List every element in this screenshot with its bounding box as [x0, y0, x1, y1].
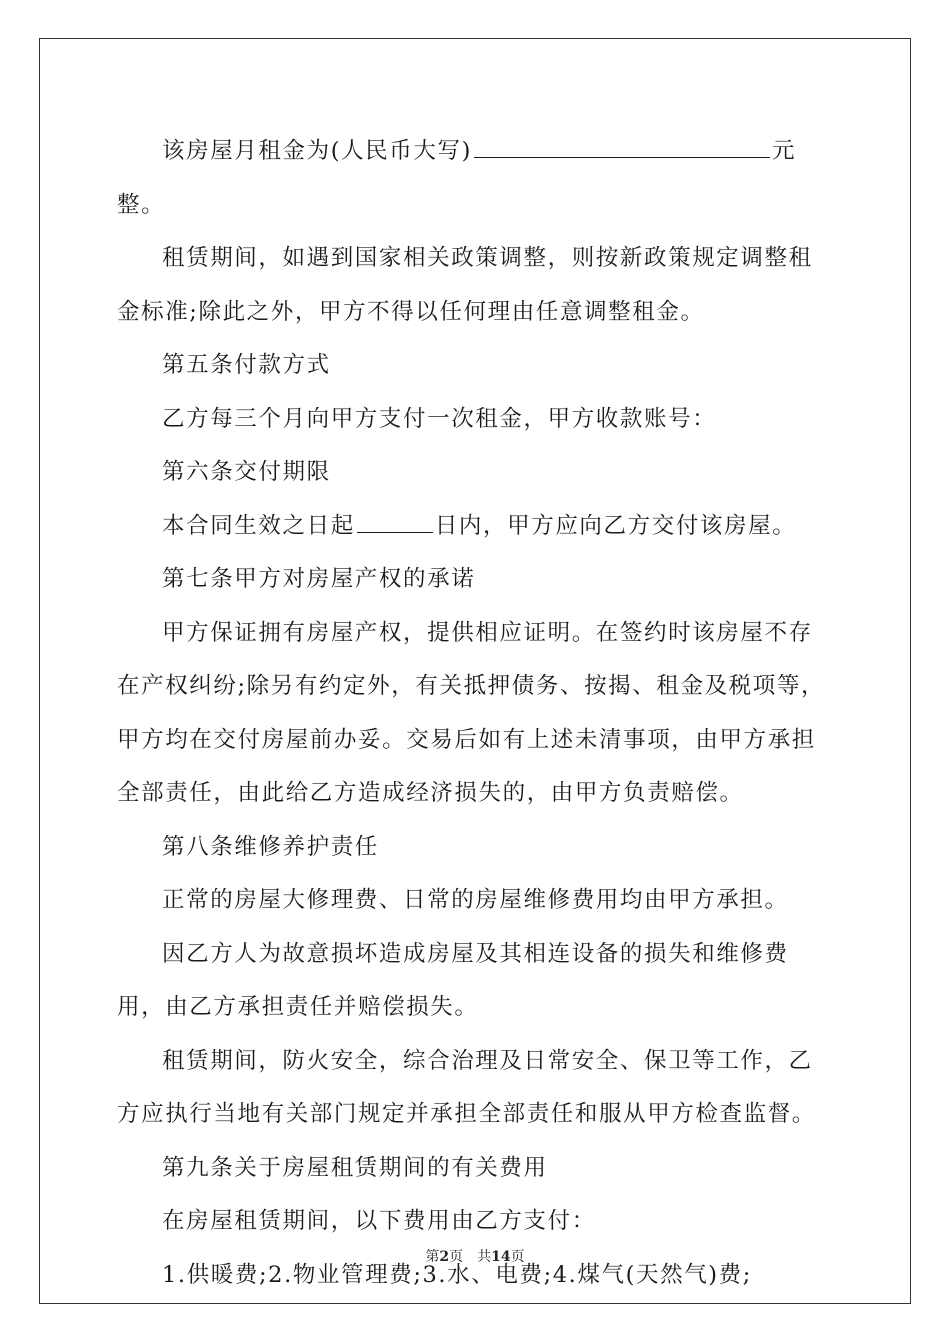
rent-amount-blank: [474, 135, 770, 158]
footer-page-suffix: 页: [449, 1249, 464, 1265]
page-footer: [0, 1246, 950, 1266]
delivery-rest: 日内，甲方应向乙方交付该房屋。: [434, 512, 797, 539]
paragraph-delivery: [117, 500, 835, 554]
delivery-label: 本合同生效之日起: [162, 512, 355, 539]
footer-total-suffix: 页: [510, 1249, 525, 1265]
paragraph-damage: 因乙方人为故意损坏造成房屋及其相连设备的损失和维修费用，由乙方承担责任并赔偿损失。: [117, 940, 789, 1020]
heading-article-5: 第五条付款方式: [162, 352, 331, 378]
paragraph-payment: 乙方每三个月向甲方支付一次租金，甲方收款账号：: [162, 405, 717, 432]
paragraph-fees-list: 1.供暖费;2.物业管理费;3.水、电费;4.煤气(天然气)费;: [162, 1261, 752, 1288]
footer-total-pages: 14: [491, 1249, 511, 1265]
footer-page-number: 2: [439, 1249, 450, 1265]
heading-article-6: 第六条交付期限: [162, 459, 331, 485]
document-body: [117, 125, 835, 1302]
footer-page-prefix: 第: [425, 1249, 440, 1265]
rent-amount-label: 该房屋月租金为(人民币大写): [162, 138, 472, 164]
footer-total-prefix: 共: [477, 1249, 492, 1265]
paragraph-rent-adjustment: 租赁期间，如遇到国家相关政策调整，则按新政策规定调整租金标准;除此之外，甲方不得以任何理由任意调整租金。: [117, 245, 813, 325]
heading-article-9: 第九条关于房屋租赁期间的有关费用: [162, 1154, 548, 1181]
paragraph-safety: 租赁期间，防火安全，综合治理及日常安全、保卫等工作，乙方应执行当地有关部门规定并承担全部责任和服从甲方检查监督。: [117, 1047, 816, 1127]
paragraph-repair-costs: 正常的房屋大修理费、日常的房屋维修费用均由甲方承担。: [162, 887, 789, 913]
heading-article-8: 第八条维修养护责任: [162, 833, 379, 860]
delivery-days-blank: [357, 510, 433, 533]
paragraph-property-rights: 甲方保证拥有房屋产权，提供相应证明。在签约时该房屋不存在产权纠纷;除另有约定外，有关抵押债务、按揭、租金及税项等，甲方均在交付房屋前办妥。交易后如有上述未清事项，由甲方承担全部责任，由此给乙方造成经济损失的，由甲方负责赔偿。: [117, 619, 826, 806]
heading-article-7: 第七条甲方对房屋产权的承诺: [162, 566, 476, 592]
rent-amount-unit: 元整。: [117, 138, 797, 218]
paragraph-fees-intro: 在房屋租赁期间，以下费用由乙方支付：: [162, 1208, 596, 1234]
paragraph-rent-amount: [117, 125, 835, 232]
